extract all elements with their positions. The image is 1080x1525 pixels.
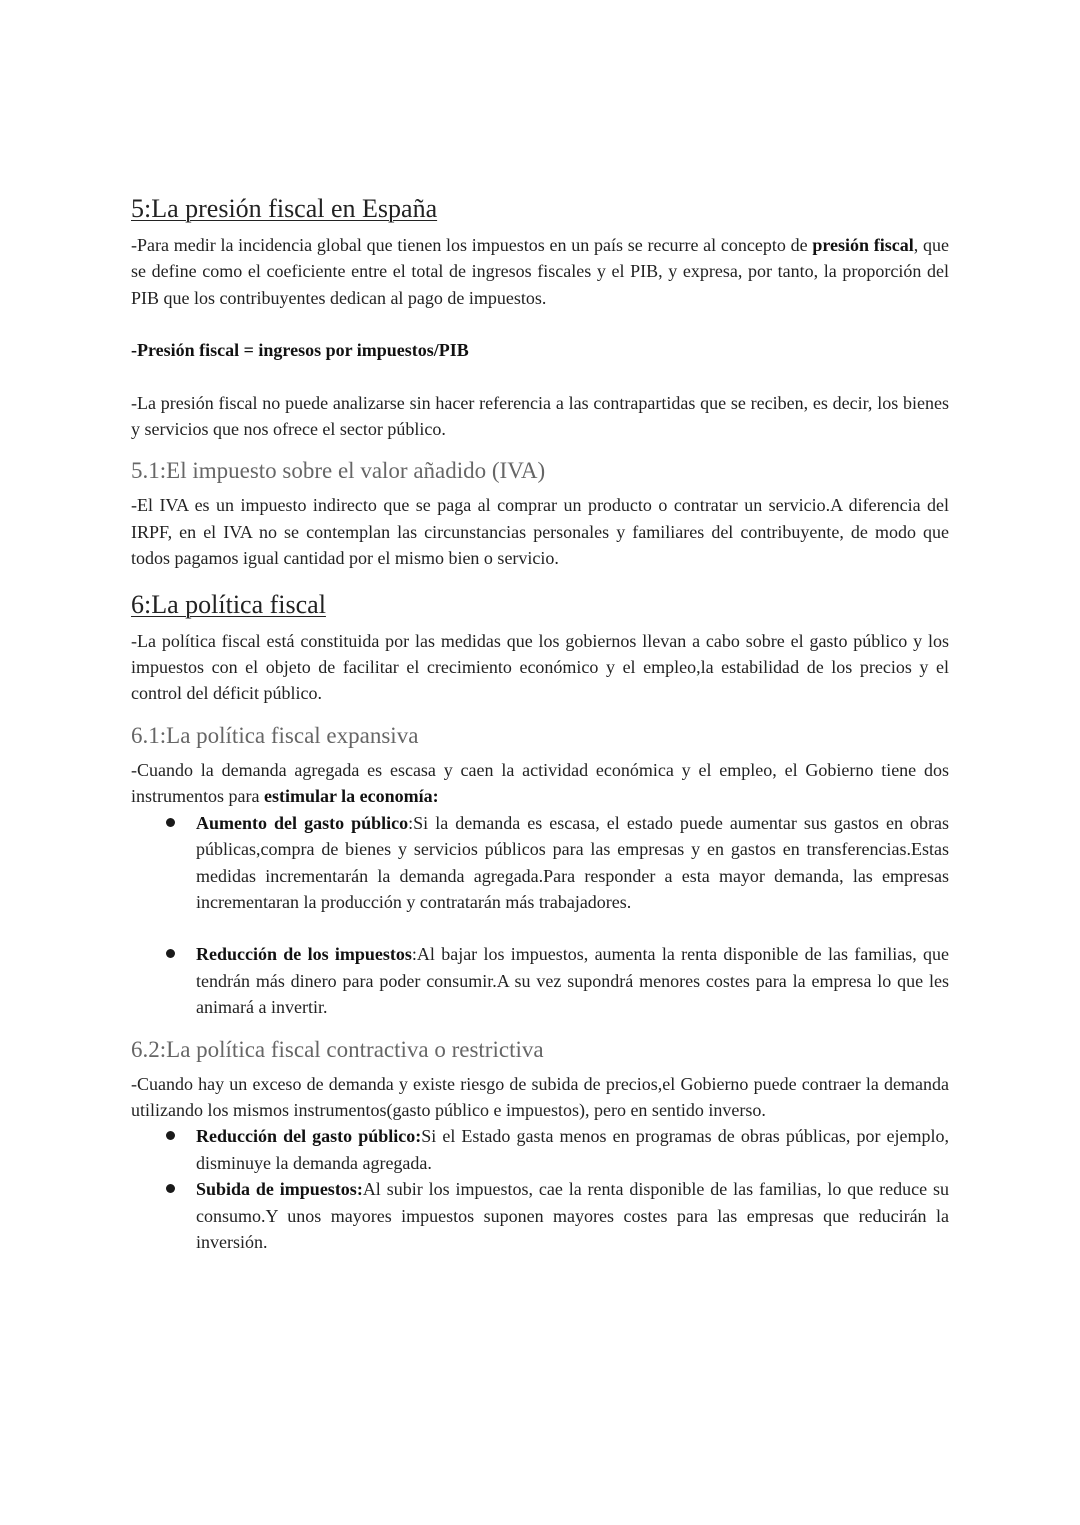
section-5-1-paragraph: -El IVA es un impuesto indirecto que se paga al comprar un producto o contratar un servicio.A diferencia del IRPF, en el IVA no se contemplan las circunstancias personales y familiares del contribuyente, de modo que todos pagamos igual cantidad por el mismo bien o servicio. <box>131 495 949 569</box>
section-5-paragraph-2: -La presión fiscal no puede analizarse sin hacer referencia a las contrapartidas que se reciben, es decir, los bienes y servicios que nos ofrece el sector público. <box>131 392 949 440</box>
bullet-icon <box>166 1131 175 1140</box>
list-item-title: Aumento del gasto público <box>196 812 409 833</box>
list-item <box>196 1123 949 1176</box>
list-item-title: Reducción de los impuestos <box>196 944 412 965</box>
list-item <box>196 810 949 916</box>
section-5-paragraph-1 <box>131 232 949 311</box>
section-6-heading: 6:La política fiscal <box>131 589 326 619</box>
document-page <box>131 192 949 1255</box>
estimular-economia-term: estimular la economía: <box>263 786 439 807</box>
section-6-2-heading: 6.2:La política fiscal contractiva o restrictiva <box>131 1036 544 1062</box>
section-6-1-heading: 6.1:La política fiscal expansiva <box>131 722 419 748</box>
section-6-2-paragraph: -Cuando hay un exceso de demanda y existe riesgo de subida de precios,el Gobierno puede contraer la demanda utilizando los mismos instrumentos(gasto público e impuestos), pero en sentido inverso. <box>131 1073 949 1120</box>
list-item <box>196 941 949 1020</box>
section-5-heading: 5:La presión fiscal en España <box>131 194 438 223</box>
list-item-text: :Al bajar los impuestos, aumenta la renta disponible de las familias, que tendrán más dinero para poder consumir.A su vez supondrá menores costes para la empresa lo que les animará a invertir. <box>196 944 950 1018</box>
bullet-icon <box>166 1184 175 1193</box>
presion-fiscal-term: presión fiscal <box>812 235 914 255</box>
list-item-text: Si el Estado gasta menos en programas de obras públicas, por ejemplo, disminuye la demanda agregada. <box>196 1126 949 1173</box>
section-5-paragraph-1-end: , que se define como el coeficiente entre el total de ingresos fiscales y el PIB, y expresa, por tanto, la proporción del PIB que los contribuyentes dedican al pago de impuestos. <box>131 235 949 308</box>
section-6-1-paragraph-start: -Cuando la demanda agregada es escasa y caen la actividad económica y el empleo, el Gobierno tiene dos instrumentos para <box>131 759 949 807</box>
bullet-icon <box>166 949 175 958</box>
list-item-title: Reducción del gasto público: <box>196 1126 422 1147</box>
section-5-1-heading: 5.1:El impuesto sobre el valor añadido (IVA) <box>131 458 546 484</box>
list-item-title: Subida de impuestos: <box>196 1179 363 1200</box>
list-item <box>196 1176 949 1255</box>
formula-text: -Presión fiscal = ingresos por impuestos/PIB <box>131 340 469 361</box>
list-item-text: Al subir los impuestos, cae la renta disponible de las familias, lo que reduce su consumo.Y unos mayores impuestos suponen mayores costes para las empresas que reducirán la inversión. <box>196 1179 949 1252</box>
contractive-instruments-list <box>131 1123 949 1255</box>
expansive-instruments-list <box>131 810 949 1021</box>
section-6-1-paragraph <box>131 757 949 810</box>
list-item-text: :Si la demanda es escasa, el estado puede aumentar sus gastos en obras públicas,compra de bienes y servicios públicos para las empresas y en gastos en transferencias.Estas medidas incrementarán la demanda agregada.Para responder a esta mayor demanda, las empresas incrementaran la producción y contratarán más trabajadores. <box>196 812 949 912</box>
presion-fiscal-formula <box>131 337 949 363</box>
bullet-icon <box>166 818 175 827</box>
section-6-paragraph: -La política fiscal está constituida por las medidas que los gobiernos llevan a cabo sobre el gasto público y los impuestos con el objeto de facilitar el crecimiento económico y el empleo,la estabilidad de los precios y el control del déficit público. <box>131 630 949 704</box>
section-5-paragraph-1-start: -Para medir la incidencia global que tienen los impuestos en un país se recurre al concepto de <box>131 235 813 255</box>
